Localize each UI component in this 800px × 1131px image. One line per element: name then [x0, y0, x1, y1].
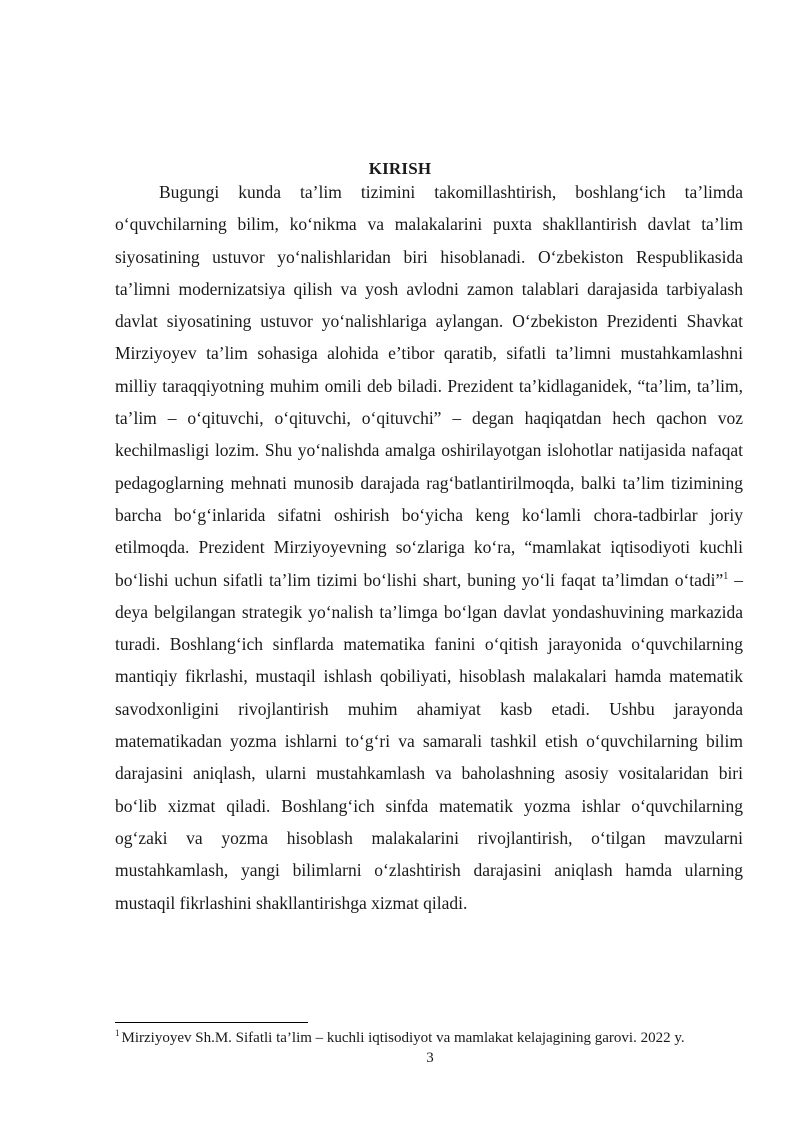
footnote	[115, 1029, 755, 1047]
footnote-text: Mirziyoyev Sh.M. Sifatli ta’lim – kuchli iqtisodiyot va mamlakat kelajagining garovi. 2022 y.	[121, 1030, 685, 1046]
footnote-reference[interactable]: 1	[723, 570, 729, 582]
page-number: 3	[426, 1050, 434, 1066]
section-title: KIRISH	[368, 159, 432, 178]
body-paragraph	[115, 176, 743, 919]
paragraph-text-part-1: Bugungi kunda ta’lim tizimini takomillashtirish, boshlang‘ich ta’limda o‘quvchilarning bilim, ko‘nikma va malakalarini puxta shakllantirish davlat ta’lim siyosatining ustuvor yo‘nalishlaridan biri hisoblanadi. O‘zbekiston Respublikasida ta’limni modernizatsiya qilish va yosh avlodni zamon talablari darajasida tarbiyalash davlat siyosatining ustuvor yo‘nalishlariga aylangan. O‘zbekiston Prezidenti Shavkat Mirziyoyev ta’lim sohasiga alohida e’tibor qaratib, sifatli ta’limni mustahkamlashni milliy taraqqiyotning muhim omili deb biladi. Prezident ta’kidlaganidek, “ta’lim, ta’lim, ta’lim – o‘qituvchi, o‘qituvchi, o‘qituvchi” – degan haqiqatdan hech qachon voz kechilmasligi lozim. Shu yo‘nalishda amalga oshirilayotgan islohotlar natijasida nafaqat pedagoglarning mehnati munosib darajada rag‘batlantirilmoqda, balki ta’lim tizimining barcha bo‘g‘inlarida sifatni oshirish bo‘yicha keng ko‘lamli chora-tadbirlar joriy etilmoqda. Prezident Mirziyoyevning so‘zlariga ko‘ra, “mamlakat iqtisodiyoti kuchli bo‘lishi uchun sifatli ta’lim tizimi bo‘lishi shart, buning yo‘li faqat ta’limdan o‘tadi”	[115, 182, 743, 590]
footnote-separator	[115, 1022, 308, 1023]
paragraph-text-part-2: – deya belgilangan strategik yo‘nalish ta’limga bo‘lgan davlat yondashuvining markazida turadi. Boshlang‘ich sinflarda matematika fanini o‘qitish jarayonida o‘quvchilarning mantiqiy fikrlashi, mustaqil ishlash qobiliyati, hisoblash malakalari hamda matematik savodxonligini rivojlantirish muhim ahamiyat kasb etadi. Ushbu jarayonda matematikadan yozma ishlarni to‘g‘ri va samarali tashkil etish o‘quvchilarning bilim darajasini aniqlash, ularni mustahkamlash va baholashning asosiy vositalaridan biri bo‘lib xizmat qiladi. Boshlang‘ich sinfda matematik yozma ishlar o‘quvchilarning og‘zaki va yozma hisoblash malakalarini rivojlantirish, o‘tilgan mavzularni mustahkamlash, yangi bilimlarni o‘zlashtirish darajasini aniqlash hamda ularning mustaqil fikrlashini shakllantirishga xizmat qiladi.	[115, 569, 743, 913]
footnote-mark: 1	[115, 1028, 120, 1038]
